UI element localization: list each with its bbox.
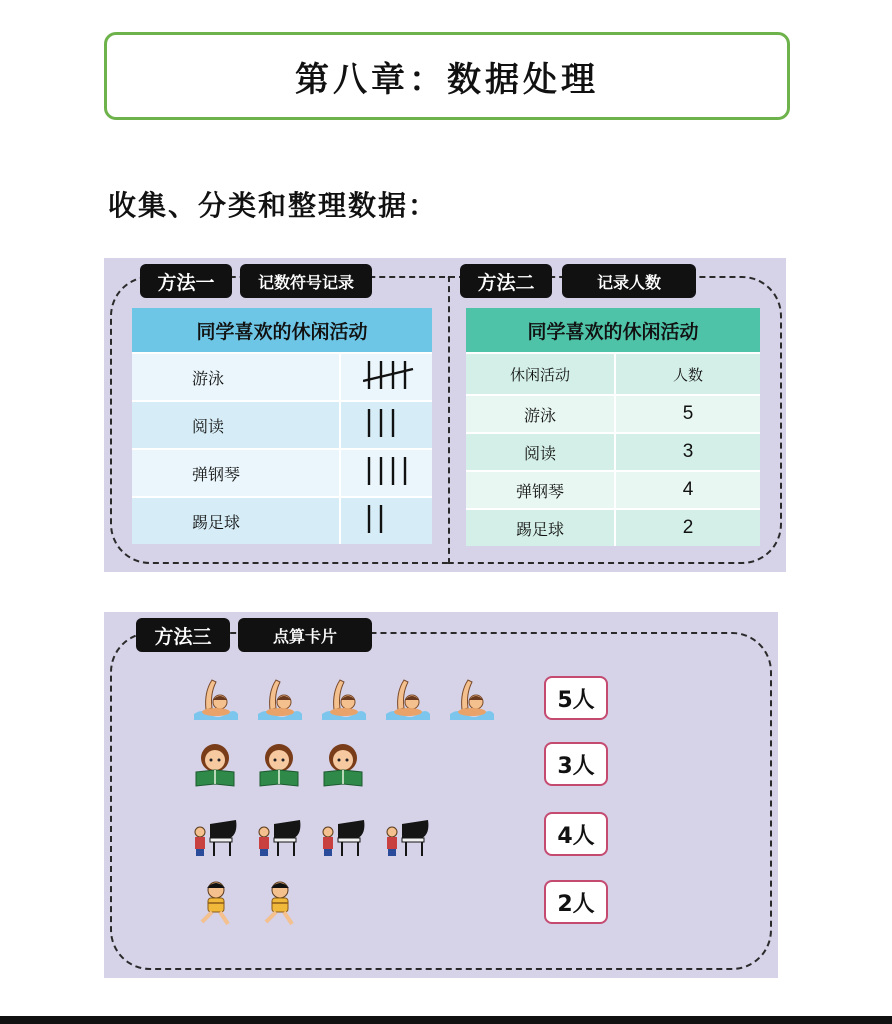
method1-tag: 方法一	[140, 264, 232, 298]
chapter-title: 第八章：数据处理	[295, 59, 599, 100]
method3-panel	[104, 612, 778, 978]
tally-marks-icon	[363, 501, 407, 537]
count-badge: 3人	[544, 742, 608, 786]
piano-player-icon	[318, 810, 368, 860]
swimmer-icon	[446, 674, 496, 724]
count-badge: 2人	[544, 880, 608, 924]
count-table-title: 同学喜欢的休闲活动	[466, 308, 760, 353]
count-table-row	[466, 509, 760, 546]
tally-table-row	[132, 353, 432, 401]
tally-table	[132, 308, 432, 544]
count-activity-cell: 游泳	[466, 395, 615, 433]
swimmer-icon	[382, 674, 432, 724]
count-table-row	[466, 471, 760, 509]
count-value-cell: 2	[615, 509, 760, 546]
tally-table-title: 同学喜欢的休闲活动	[132, 308, 432, 353]
count-activity-cell: 阅读	[466, 433, 615, 471]
reading-girl-icon	[190, 740, 240, 790]
methods-one-two-panel	[104, 258, 786, 572]
method3-label: 点算卡片	[238, 618, 372, 652]
method1-label: 记数符号记录	[240, 264, 372, 298]
count-table-row	[466, 433, 760, 471]
tally-table-row	[132, 497, 432, 544]
method2-tag: 方法二	[460, 264, 552, 298]
tally-marks-icon	[363, 453, 431, 489]
tally-activity-cell: 踢足球	[132, 497, 340, 544]
column-header-activity: 休闲活动	[466, 353, 615, 395]
page-bottom-edge	[0, 1016, 892, 1024]
tally-mark-cell	[340, 353, 432, 401]
column-header-count: 人数	[615, 353, 760, 395]
soccer-boy-icon	[190, 878, 240, 928]
counting-card-row	[190, 674, 496, 724]
method3-tag: 方法三	[136, 618, 230, 652]
count-value-cell: 3	[615, 433, 760, 471]
piano-player-icon	[254, 810, 304, 860]
piano-player-icon	[190, 810, 240, 860]
count-value-cell: 4	[615, 471, 760, 509]
counting-card-row	[190, 740, 368, 790]
count-activity-cell: 踢足球	[466, 509, 615, 546]
count-table-row	[466, 395, 760, 433]
count-value-cell: 5	[615, 395, 760, 433]
tally-activity-cell: 弹钢琴	[132, 449, 340, 497]
chapter-title-box	[104, 32, 790, 120]
count-activity-cell: 弹钢琴	[466, 471, 615, 509]
tally-activity-cell: 阅读	[132, 401, 340, 449]
swimmer-icon	[254, 674, 304, 724]
count-table	[466, 308, 760, 546]
tally-mark-cell	[340, 401, 432, 449]
tally-marks-icon	[363, 405, 419, 441]
piano-player-icon	[382, 810, 432, 860]
reading-girl-icon	[318, 740, 368, 790]
tally-table-row	[132, 449, 432, 497]
tally-marks-icon	[363, 357, 431, 393]
tally-activity-cell: 游泳	[132, 353, 340, 401]
tally-mark-cell	[340, 497, 432, 544]
swimmer-icon	[318, 674, 368, 724]
swimmer-icon	[190, 674, 240, 724]
tally-table-row	[132, 401, 432, 449]
section-subtitle: 收集、分类和整理数据：	[108, 189, 439, 222]
count-badge: 4人	[544, 812, 608, 856]
counting-card-row	[190, 878, 304, 928]
count-badge: 5人	[544, 676, 608, 720]
soccer-boy-icon	[254, 878, 304, 928]
counting-card-row	[190, 810, 432, 860]
method2-label: 记录人数	[562, 264, 696, 298]
tally-mark-cell	[340, 449, 432, 497]
reading-girl-icon	[254, 740, 304, 790]
